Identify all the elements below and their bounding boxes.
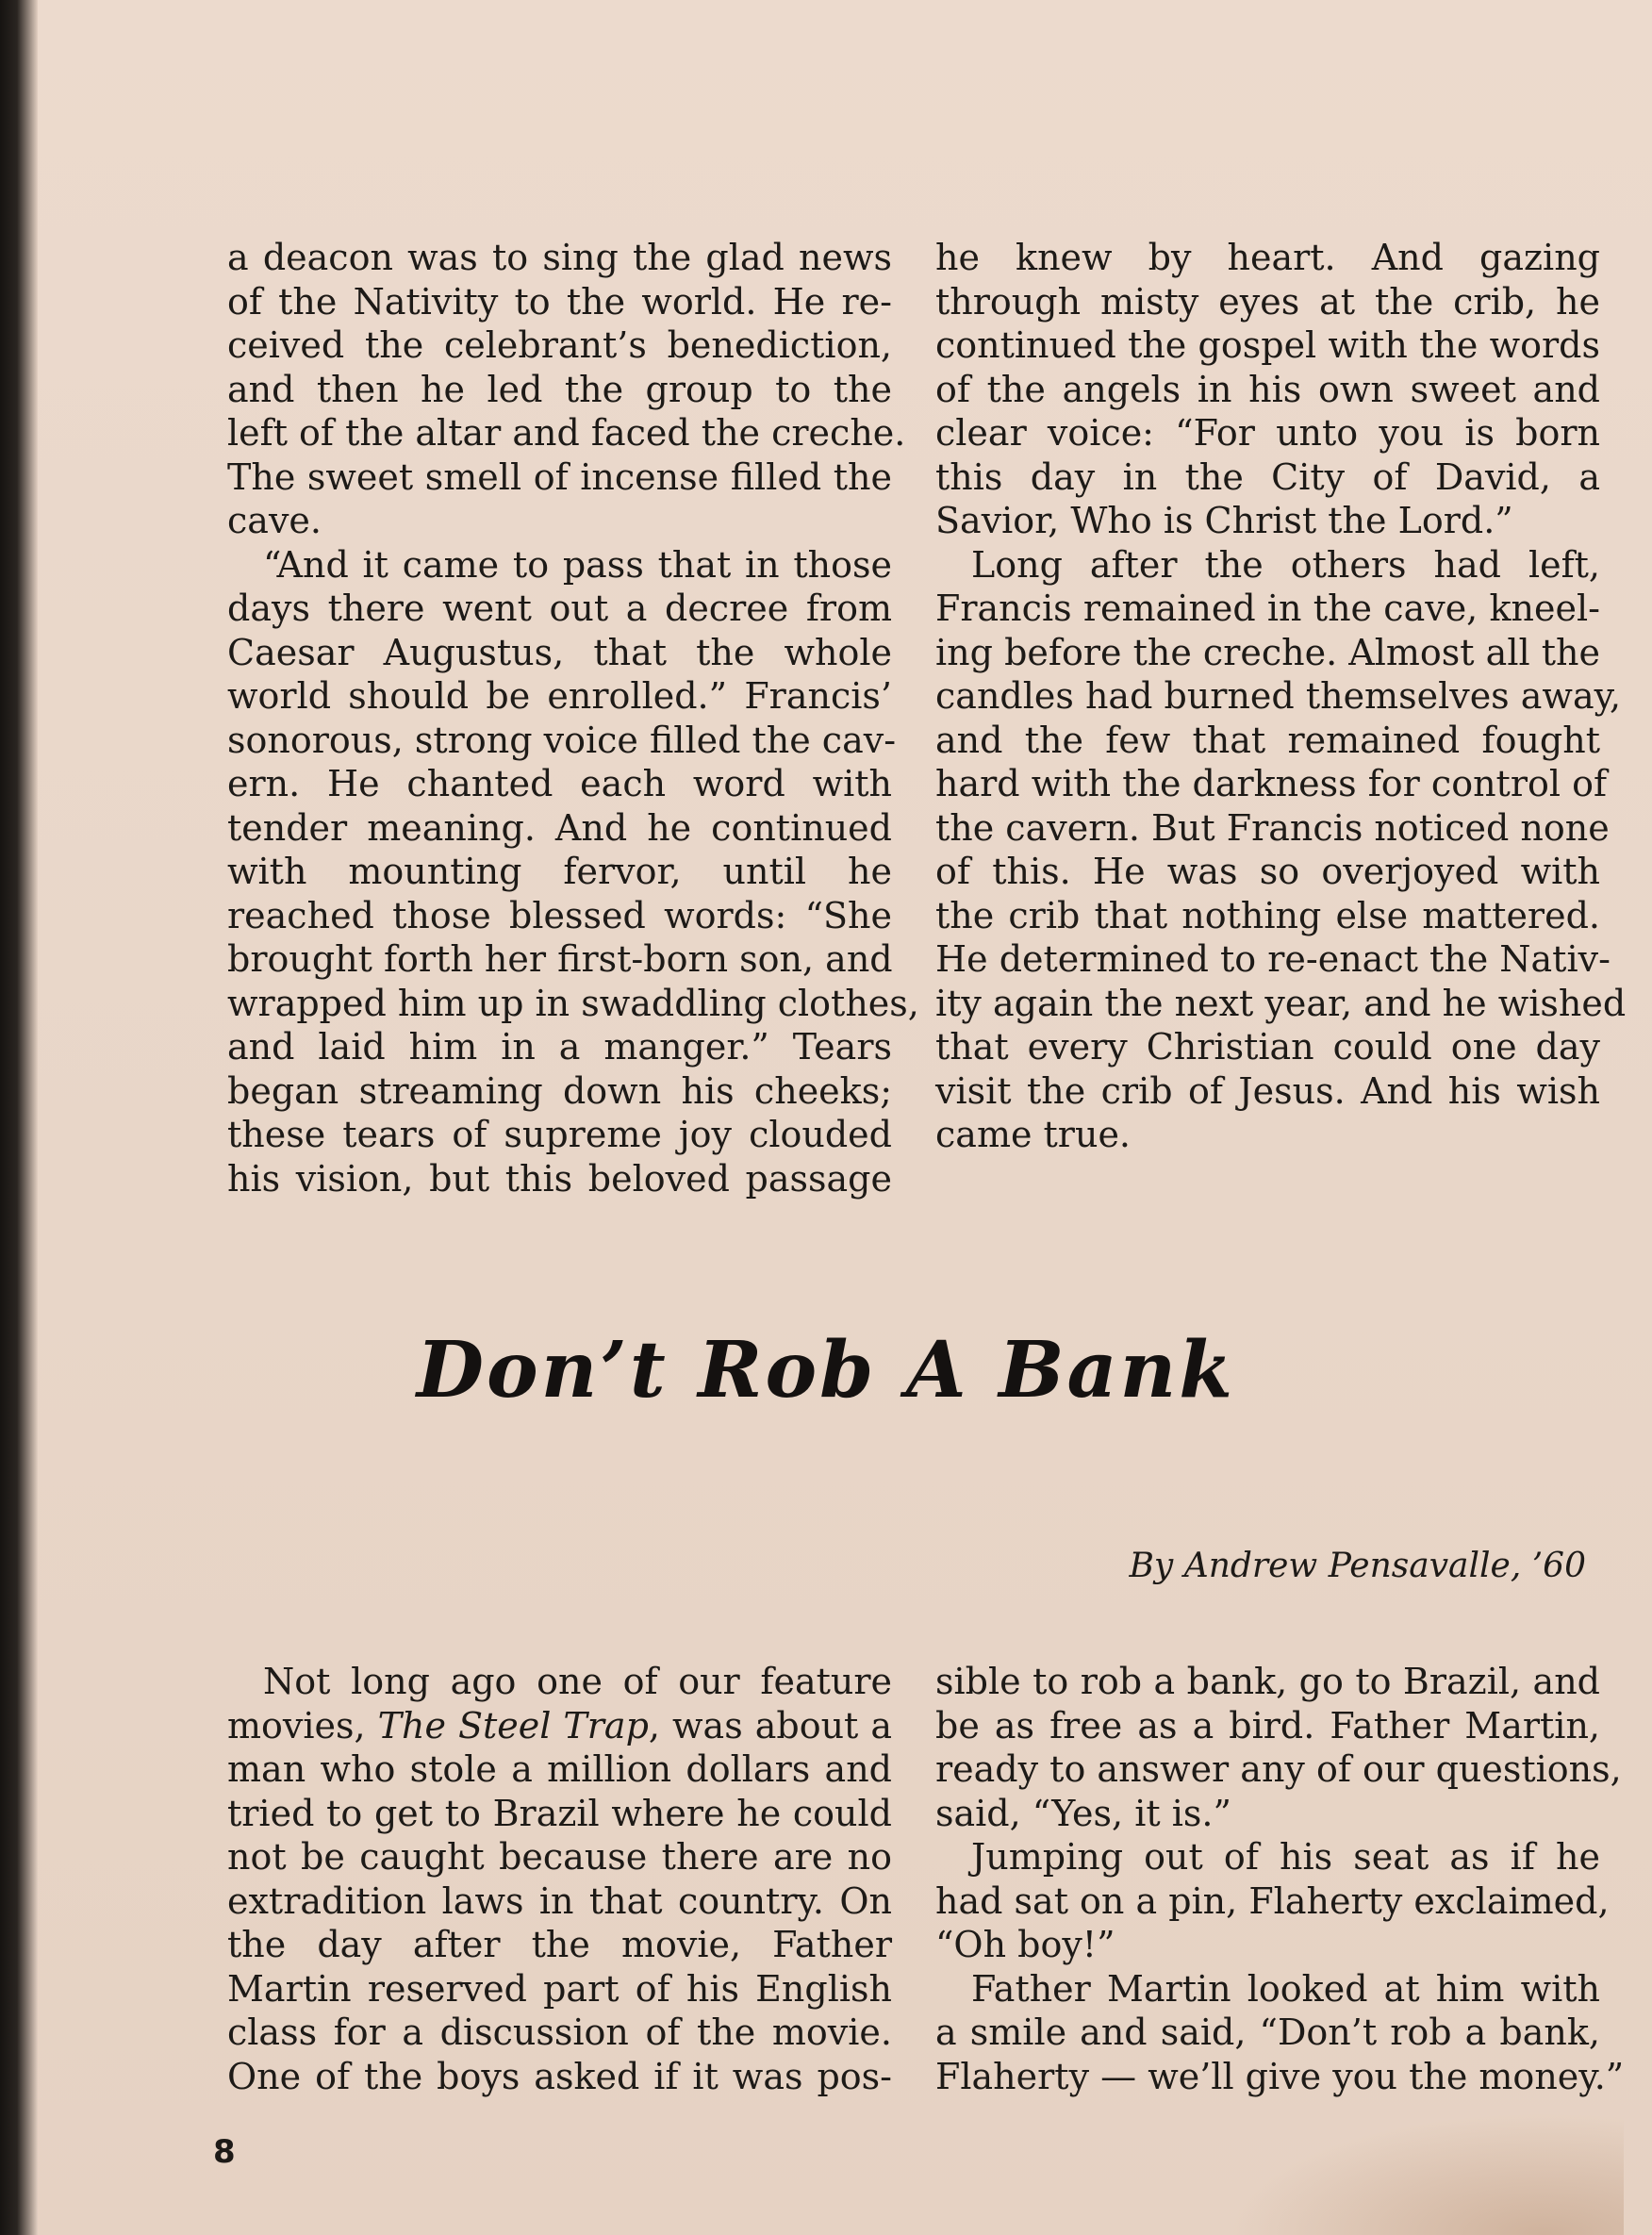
text-line: of the Nativity to the world. He re-	[227, 280, 892, 323]
text-line: sonorous, strong voice filled the cav-	[227, 719, 897, 761]
text-line: Long after the others had left,	[971, 543, 1600, 586]
text-line: Jumping out of his seat as if he	[971, 1836, 1600, 1878]
text-line: world should be enrolled.” Francis’	[227, 675, 892, 717]
text-line: a smile and said, “Don’t rob a bank,	[935, 2012, 1600, 2053]
text-line: ready to answer any of our questions,	[935, 1748, 1622, 1790]
text-line: sible to rob a bank, go to Brazil, and	[935, 1661, 1600, 1702]
text-line: tender meaning. And he continued	[227, 806, 892, 849]
text-line: Savior, Who is Christ the Lord.”	[935, 500, 1513, 541]
text-line: his vision, but this beloved passage	[227, 1157, 892, 1200]
text-line: days there went out a decree from	[227, 588, 892, 629]
text-line: be as free as a bird. Father Martin,	[935, 1704, 1600, 1747]
text-line: cave.	[227, 500, 322, 541]
text-line: reached those blessed words: “She	[227, 894, 892, 936]
text-line: Martin reserved part of his English	[227, 1967, 892, 2010]
text-line: and the few that remained fought	[935, 719, 1600, 761]
text-line: One of the boys asked if it was pos-	[227, 2055, 892, 2097]
text-line: The sweet smell of incense filled the	[227, 455, 892, 498]
text-line: He determined to re-enact the Nativ-	[935, 938, 1611, 980]
article-byline: By Andrew Pensavalle, ’60	[1129, 1547, 1586, 1585]
text-line: Flaherty — we’ll give you the money.”	[935, 2055, 1625, 2097]
text-line: of the angels in his own sweet and	[935, 368, 1600, 410]
text-line: with mounting fervor, until he	[227, 851, 892, 892]
text-line: ern. He chanted each word with	[227, 763, 892, 804]
text-line: came true.	[935, 1114, 1132, 1155]
text-line: class for a discussion of the movie.	[227, 2012, 892, 2053]
text-line: and then he led the group to the	[227, 368, 892, 410]
page-number: 8	[213, 2133, 236, 2171]
text-line: ing before the creche. Almost all the	[935, 631, 1600, 673]
text-line: a deacon was to sing the glad news	[227, 237, 892, 278]
text-line: of this. He was so overjoyed with	[935, 851, 1600, 892]
text-line: visit the crib of Jesus. And his wish	[935, 1069, 1600, 1112]
movie-title: The Steel Trap	[377, 1704, 649, 1747]
text-line: these tears of supreme joy clouded	[227, 1114, 892, 1155]
article2-right-column	[935, 1660, 1625, 2098]
article1-right-column	[935, 236, 1627, 1157]
text-line: hard with the darkness for control of	[935, 763, 1608, 804]
text-line: clear voice: “For unto you is born	[935, 412, 1600, 454]
text-line: that every Christian could one day	[935, 1026, 1600, 1068]
text-line: he knew by heart. And gazing	[935, 237, 1600, 278]
text-line: “Oh boy!”	[935, 1924, 1115, 1965]
text-line: Caesar Augustus, that the whole	[227, 631, 892, 673]
text-line: movies, The Steel Trap, was about a	[227, 1704, 892, 1747]
text-line: Francis remained in the cave, kneel-	[935, 588, 1600, 629]
text-line: wrapped him up in swaddling clothes,	[227, 982, 919, 1024]
text-line: began streaming down his cheeks;	[227, 1069, 892, 1112]
article-title: Don’t Rob A Bank	[416, 1325, 1236, 1416]
article1-left-column	[227, 236, 919, 1200]
text-line: Not long ago one of our feature	[263, 1661, 892, 1702]
text-line: left of the altar and faced the creche.	[227, 412, 906, 454]
binding-edge	[0, 0, 38, 2235]
text-line: extradition laws in that country. On	[227, 1879, 892, 1922]
text-line: not be caught because there are no	[227, 1836, 892, 1878]
text-line: continued the gospel with the words	[935, 324, 1600, 366]
text-line: the day after the movie, Father	[227, 1924, 892, 1965]
text-line: the cavern. But Francis noticed none	[935, 806, 1610, 849]
text-line: Father Martin looked at him with	[971, 1967, 1600, 2010]
text-line: ity again the next year, and he wished	[935, 982, 1627, 1024]
text-line: the crib that nothing else mattered.	[935, 894, 1600, 936]
text-line: and laid him in a manger.” Tears	[227, 1026, 892, 1068]
article2-left-column	[227, 1660, 892, 2098]
text-line: through misty eyes at the crib, he	[935, 280, 1600, 323]
text-line: candles had burned themselves away,	[935, 675, 1622, 717]
text-line: tried to get to Brazil where he could	[227, 1792, 892, 1834]
paper-stain	[1228, 2112, 1624, 2235]
text-line: ceived the celebrant’s benediction,	[227, 324, 892, 366]
text-line: man who stole a million dollars and	[227, 1748, 892, 1790]
text-line: “And it came to pass that in those	[263, 543, 892, 586]
text-line: said, “Yes, it is.”	[935, 1792, 1231, 1834]
text-line: this day in the City of David, a	[935, 455, 1600, 498]
text-line: had sat on a pin, Flaherty exclaimed,	[935, 1879, 1610, 1922]
text-line: brought forth her first-born son, and	[227, 938, 893, 980]
